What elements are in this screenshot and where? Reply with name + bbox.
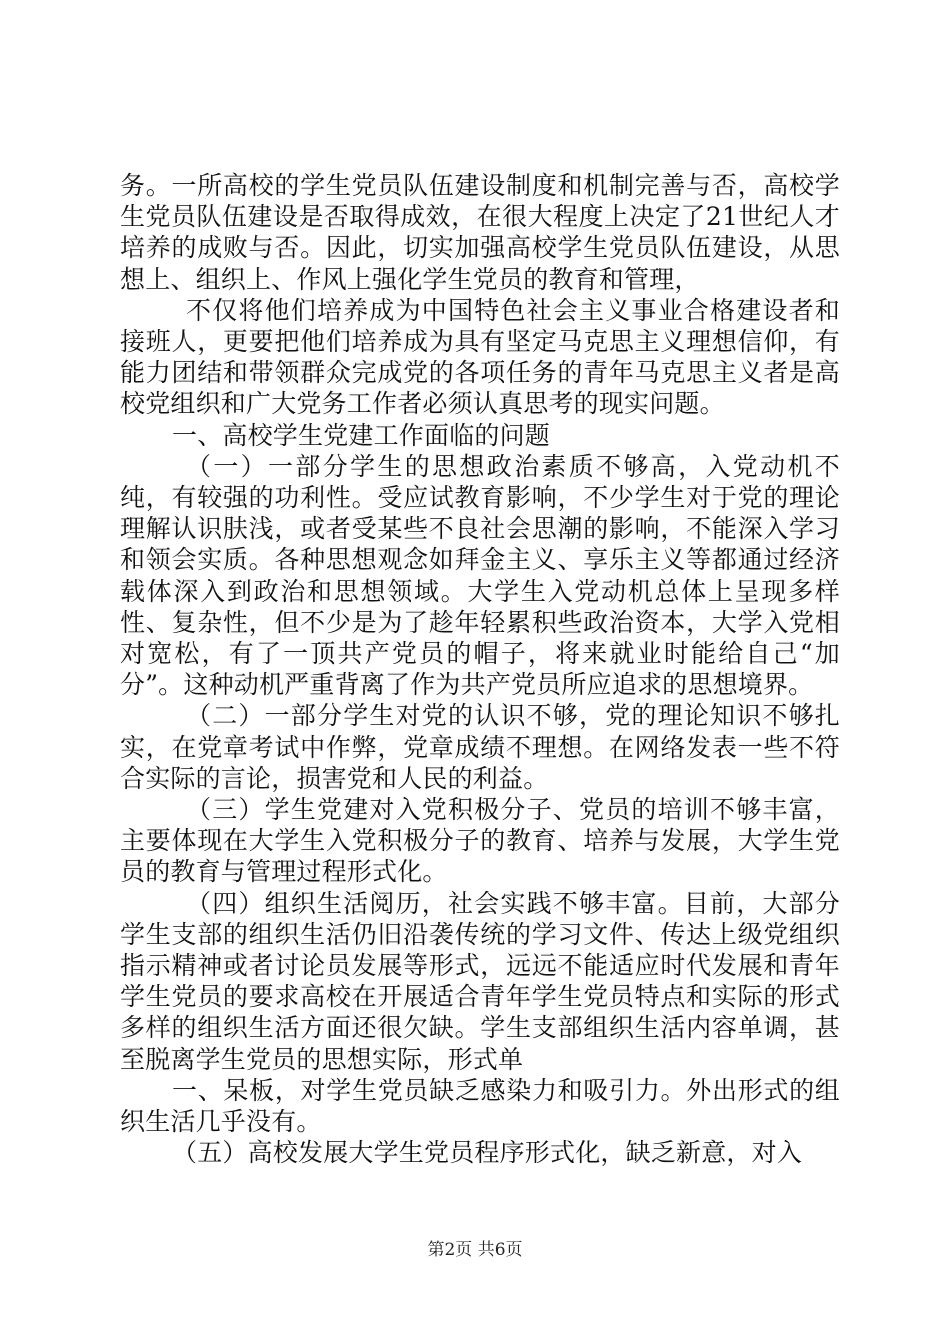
- paragraph-continuation: 务。一所高校的学生党员队伍建设制度和机制完善与否，高校学生党员队伍建设是否取得成效，在很大程度上决定了21世纪人才培养的成败与否。因此，切实加强高校学生党员队伍建设，从思想上、组织上、作风上强化学生党员的教育和管理，: [120, 171, 840, 294]
- paragraph-cultivation: 不仅将他们培养成为中国特色社会主义事业合格建设者和接班人，更要把他们培养成为具有坚定马克思主义理想信仰，有能力团结和带领群众完成党的各项任务的青年马克思主义者是高校党组织和广大党务工作者必须认真思考的现实问题。: [120, 295, 840, 419]
- paragraph-item-3: （三）学生党建对入党积极分子、党员的培训不够丰富，主要体现在大学生入党积极分子的教育、培养与发展，大学生党员的教育与管理过程形式化。: [120, 795, 840, 887]
- paragraph-item-4-continued: 一、呆板，对学生党员缺乏感染力和吸引力。外出形式的组织生活几乎没有。: [120, 1075, 840, 1137]
- paragraph-item-4: （四）组织生活阅历，社会实践不够丰富。目前，大部分学生支部的组织生活仍旧沿袭传统的学习文件、传达上级党组织指示精神或者讨论员发展等形式，远远不能适应时代发展和青年学生党员的要求高校在开展适合青年学生党员特点和实际的形式多样的组织生活方面还很欠缺。学生支部组织生活内容单调，甚至脱离学生党员的思想实际，形式单: [120, 888, 840, 1074]
- section-heading-problems: 一、高校学生党建工作面临的问题: [172, 420, 551, 450]
- paragraph-item-1: （一）一部分学生的思想政治素质不够高，入党动机不纯，有较强的功利性。受应试教育影响，不少学生对于党的理论理解认识肤浅，或者受某些不良社会思潮的影响，不能深入学习和领会实质。各种思想观念如拜金主义、享乐主义等都通过经济载体深入到政治和思想领域。大学生入党动机总体上呈现多样性、复杂性，但不少是为了趁年轻累积些政治资本，大学入党相对宽松，有了一顶共产党员的帽子，将来就业时能给自己“加分”。这种动机严重背离了作为共产党员所应追求的思想境界。: [120, 451, 840, 700]
- page-number-footer: 第2页 共6页: [427, 1240, 523, 1260]
- document-body: [120, 170, 840, 1169]
- paragraph-item-2: （二）一部分学生对党的认识不够，党的理论知识不够扎实，在党章考试中作弊，党章成绩不理想。在网络发表一些不符合实际的言论，损害党和人民的利益。: [120, 701, 840, 793]
- paragraph-item-5: （五）高校发展大学生党员程序形式化，缺乏新意，对入: [172, 1138, 803, 1168]
